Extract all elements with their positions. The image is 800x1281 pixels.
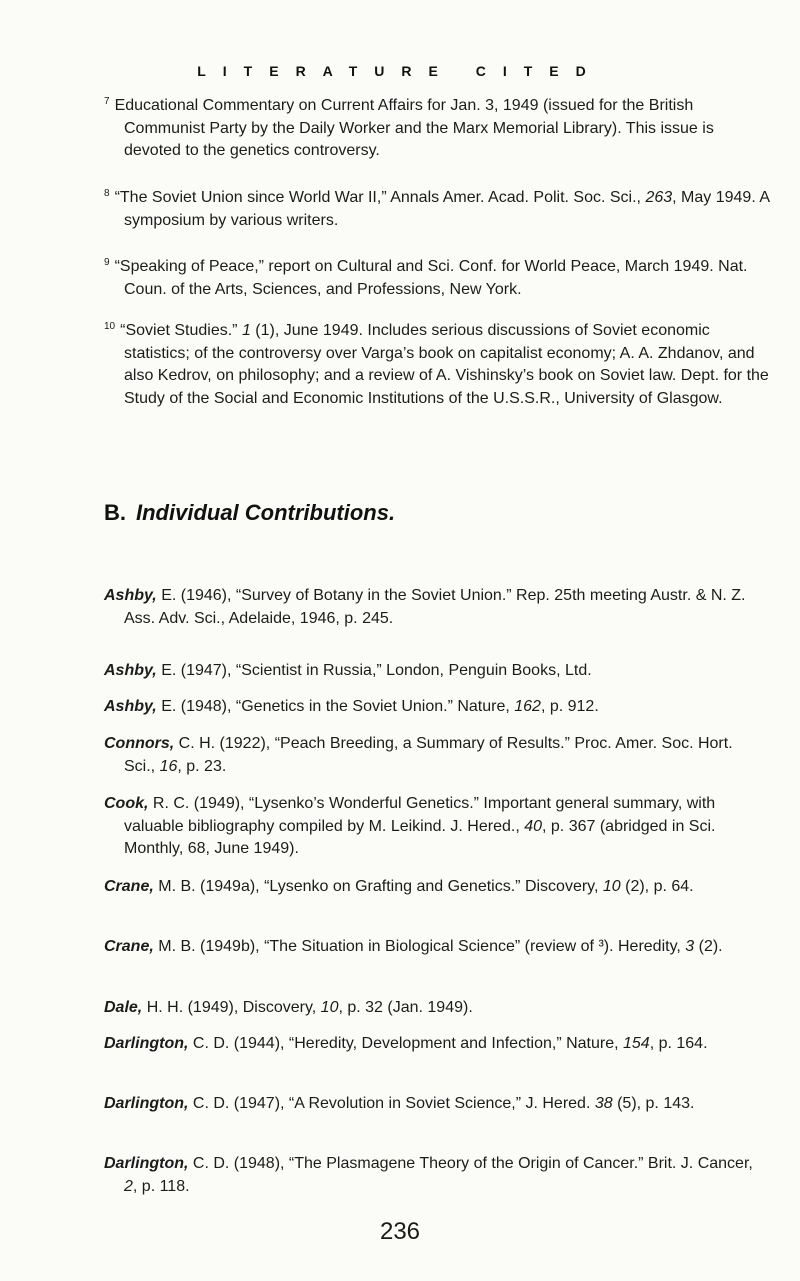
reference-number: 10 [104,320,116,332]
volume: 38 [594,1095,613,1112]
reference-text: (5), p. 143. [612,1095,695,1112]
reference-text: H. H. (1949), Discovery, [142,999,321,1016]
author: Dale, [104,999,143,1016]
reference-entry [104,876,768,899]
author: Darlington, [104,1035,189,1052]
reference-text: (2). [694,938,723,955]
volume: 40 [524,817,543,835]
reference-entry [104,1033,768,1056]
reference-text: , May 1949. A symposium by various writers. [124,189,770,229]
reference-entry [104,696,768,719]
reference-text: E. (1946), “Survey of Botany in the Soviet Union.” Rep. 25th meeting Austr. & N. Z. Ass. Adv. Sci., Adelaide, 1946, p. 245. [124,587,746,627]
reference-text: C. H. (1922), “Peach Breeding, a Summary of Results.” Proc. Amer. Soc. Hort. Sci., [124,735,733,775]
reference-text: R. C. (1949), “Lysenko’s Wonderful Genetics.” Important general summary, with valuable bibliography compiled by M. Leikind. J. Hered., [124,795,716,835]
section-title: Individual Contributions. [136,500,396,525]
author: Darlington, [104,1095,189,1112]
author: Cook, [104,795,149,812]
reference-entry [104,585,768,630]
reference-7 [104,95,772,163]
author: Ashby, [104,662,157,679]
reference-entry [104,660,768,683]
reference-entry [104,936,768,959]
author: Crane, [104,878,154,895]
reference-text: C. D. (1948), “The Plasmagene Theory of the Origin of Cancer.” Brit. J. Cancer, [188,1155,753,1172]
reference-entry [104,793,768,861]
reference-entry [104,1153,768,1198]
reference-8 [104,187,772,232]
reference-text: “Soviet Studies.” [120,322,242,339]
reference-number: 8 [104,187,110,199]
author: Ashby, [104,698,157,715]
volume: 162 [514,698,541,715]
reference-text: C. D. (1944), “Heredity, Development and Infection,” Nature, [188,1035,623,1052]
reference-text: M. B. (1949b), “The Situation in Biological Science” (review of ³). Heredity, [153,938,686,955]
reference-entry [104,997,768,1020]
reference-entry [104,733,768,778]
section-letter: B. [104,500,126,525]
author: Ashby, [104,587,157,604]
reference-number: 7 [104,95,110,107]
volume: 16 [159,757,178,775]
volume: 10 [320,999,339,1016]
reference-text: E. (1948), “Genetics in the Soviet Union.” Nature, [156,698,515,715]
reference-text: , p. 164. [649,1035,708,1052]
author: Crane, [104,938,154,955]
author: Darlington, [104,1155,189,1172]
volume: 263 [645,189,673,206]
volume: 10 [602,878,621,895]
volume: 154 [623,1035,650,1052]
reference-text: “Speaking of Peace,” report on Cultural and Sci. Conf. for World Peace, March 1949. Nat. Coun. of the Arts, Sciences, and Professions, New York. [114,258,748,298]
reference-entry [104,1093,768,1116]
page-number: 236 [379,1218,421,1245]
reference-text: C. D. (1947), “A Revolution in Soviet Science,” J. Hered. [188,1095,595,1112]
reference-text: (1), June 1949. Includes serious discussions of Soviet economic statistics; of the controversy over Varga’s book on capitalist economy; A. A. Zhdanov, and also Kedrov, on philosophy; and a review of A. Vishinsky’s book on Soviet law. Dept. for the Study of the Social and Economic Institutions of the U.S.S.R., University of Glasgow. [124,322,769,407]
reference-text: , p. 367 (abridged in Sci. Monthly, 68, June 1949). [124,817,716,857]
reference-text: M. B. (1949a), “Lysenko on Grafting and Genetics.” Discovery, [153,878,603,895]
reference-text: Educational Commentary on Current Affairs for Jan. 3, 1949 (issued for the British Communist Party by the Daily Worker and the Marx Memorial Library). This issue is devoted to the genetics controversy. [114,97,714,159]
author: Connors, [104,735,175,752]
reference-text: , p. 118. [132,1177,190,1195]
reference-10 [104,320,772,410]
reference-text: , p. 912. [540,698,599,715]
reference-text: , p. 32 (Jan. 1949). [338,999,473,1016]
reference-text: “The Soviet Union since World War II,” Annals Amer. Acad. Polit. Soc. Sci., [114,189,646,206]
running-head: LITERATURE CITED [197,63,603,79]
volume: 2 [124,1177,133,1195]
volume: 3 [685,938,695,955]
volume: 1 [241,322,251,339]
section-heading [104,500,395,526]
reference-9 [104,256,772,301]
reference-text: E. (1947), “Scientist in Russia,” London, Penguin Books, Ltd. [156,662,592,679]
reference-number: 9 [104,256,110,268]
reference-text: (2), p. 64. [620,878,694,895]
reference-text: , p. 23. [177,757,227,775]
